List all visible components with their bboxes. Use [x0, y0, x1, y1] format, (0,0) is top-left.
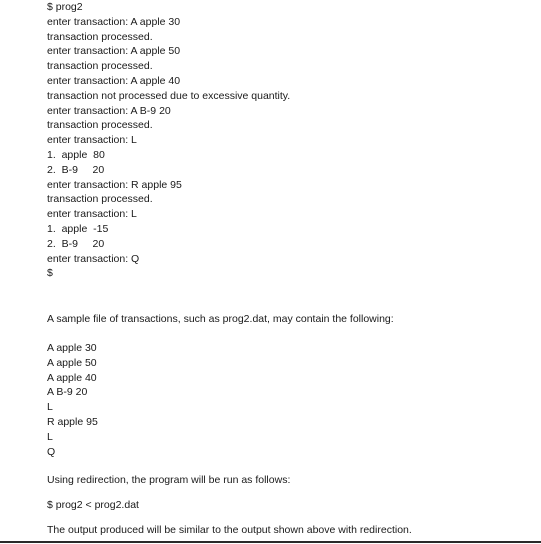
session-line: 2. B-9 20: [47, 163, 105, 176]
redirection-intro-text: Using redirection, the program will be run as follows:: [47, 474, 291, 487]
sample-file-line: Q: [47, 445, 56, 458]
session-line: transaction processed.: [47, 119, 153, 132]
closing-note: The output produced will be similar to the output shown above with redirection.: [47, 523, 412, 536]
session-line: enter transaction: A apple 40: [47, 74, 181, 87]
terminal-session: [47, 0, 527, 281]
session-line: enter transaction: Q: [47, 252, 140, 265]
session-line: transaction processed.: [47, 60, 153, 73]
session-line: 2. B-9 20: [47, 237, 105, 250]
session-line: enter transaction: L: [47, 134, 137, 147]
page-bottom-rule: [0, 541, 541, 543]
session-line: 1. apple 80: [47, 148, 105, 161]
sample-file-line: A apple 50: [47, 356, 97, 369]
sample-file-line: L: [47, 401, 53, 414]
session-line: transaction processed.: [47, 30, 153, 43]
sample-intro-text: A sample file of transactions, such as prog2.dat, may contain the following:: [47, 313, 394, 326]
sample-file-line: A apple 30: [47, 341, 97, 354]
session-line: enter transaction: A apple 30: [47, 15, 181, 28]
session-line: 1. apple -15: [47, 222, 109, 235]
session-line: enter transaction: A B-9 20: [47, 104, 171, 117]
redirection-command: $ prog2 < prog2.dat: [47, 499, 139, 512]
session-line: transaction processed.: [47, 193, 153, 206]
session-line: $: [47, 267, 53, 280]
sample-file-line: L: [47, 430, 53, 443]
document-page: [47, 0, 527, 538]
sample-file-line: A B-9 20: [47, 386, 88, 399]
session-line: enter transaction: R apple 95: [47, 178, 182, 191]
sample-file-listing: [47, 341, 527, 459]
sample-file-line: A apple 40: [47, 371, 97, 384]
sample-file-line: R apple 95: [47, 415, 98, 428]
session-line: $ prog2: [47, 1, 83, 13]
session-line: transaction not processed due to excessive quantity.: [47, 89, 291, 102]
session-line: enter transaction: L: [47, 208, 137, 221]
session-line: enter transaction: A apple 50: [47, 45, 181, 58]
